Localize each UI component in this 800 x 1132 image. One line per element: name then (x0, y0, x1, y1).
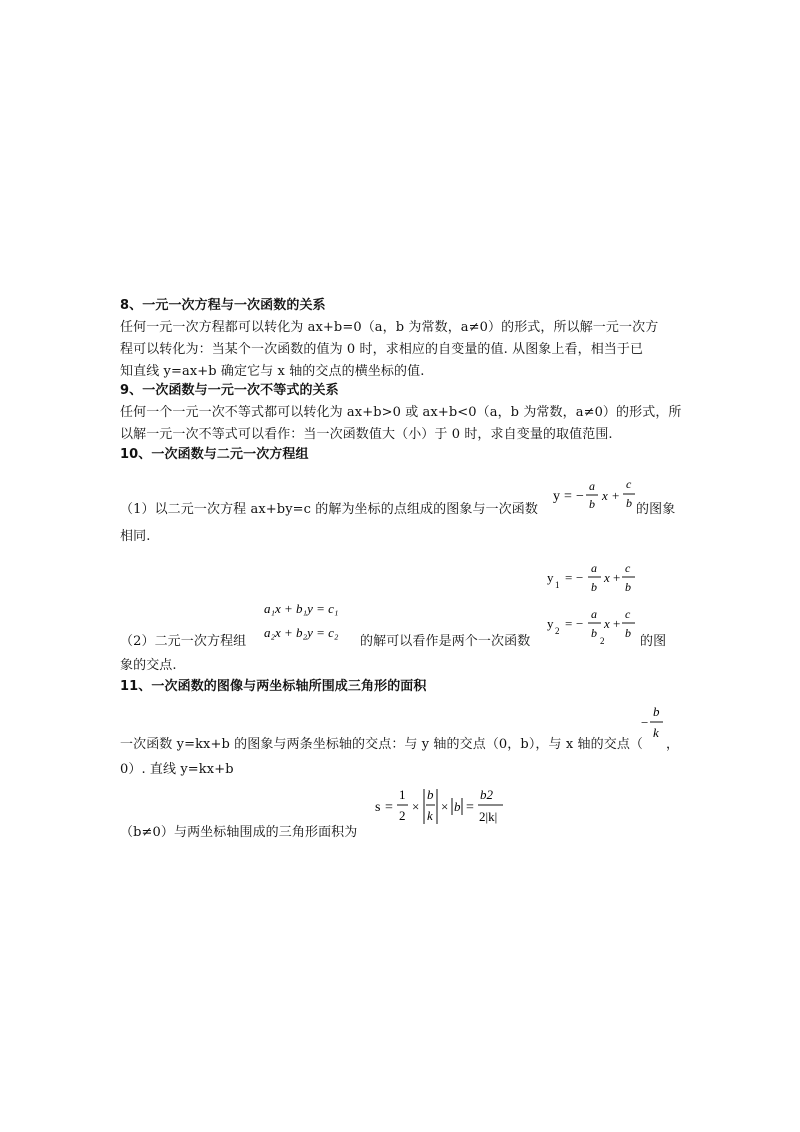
area-s: s (375, 800, 381, 815)
f1-minus: − (576, 570, 584, 585)
f2-a: a (591, 607, 597, 621)
intercept-minus: − (641, 715, 649, 730)
area-k: k (427, 808, 433, 823)
f2-b-sub: 2 (600, 636, 605, 646)
f1-plus: + (613, 570, 621, 585)
area-b2: b2 (480, 787, 493, 802)
intercept-k: k (653, 725, 659, 740)
formula-eq: = (564, 489, 572, 504)
section-8-line-1: 任何一元一次方程都可以转化为 ax+b=0（a，b 为常数，a≠0）的形式，所以解一元一次方 (120, 320, 659, 335)
formula-plus: + (612, 488, 620, 503)
formula-b: b (589, 497, 595, 511)
area-2k: 2|k| (479, 809, 498, 824)
f2-y-sub: 2 (555, 626, 560, 636)
section-11-line-2: 0）. 直线 y=kx+b (120, 762, 234, 777)
section-10-p2-text-a: （2）二元一次方程组 (120, 634, 247, 649)
f1-c: c (625, 561, 631, 575)
system-eq-1: a₁x + b₁y = c₁ (264, 601, 339, 616)
two-functions-formula (545, 560, 637, 664)
intercept-b: b (653, 704, 660, 719)
area-abs-b: b (454, 799, 461, 814)
section-10-p2-text-b: 的解可以看作是两个一次函数 (360, 634, 531, 649)
formula-a: a (589, 479, 595, 493)
section-8-heading: 8、一元一次方程与一次函数的关系 (120, 298, 326, 313)
area-two: 2 (399, 808, 406, 823)
area-times-1: × (412, 799, 420, 814)
f1-a: a (591, 561, 597, 575)
section-8-line-3: 知直线 y=ax+b 确定它与 x 轴的交点的横坐标的值. (120, 364, 425, 379)
formula-b-denom: b (626, 496, 632, 510)
f2-b-denom: b (625, 626, 631, 640)
f2-minus: − (576, 616, 584, 631)
section-9-line-2: 以解一元一次不等式可以看作：当一次函数值大（小）于 0 时，求自变量的取值范围. (120, 427, 613, 442)
section-8-line-2: 程可以转化为：当某个一次函数的值为 0 时，求相应的自变量的值. 从图象上看，相当于已 (120, 342, 644, 357)
section-9-heading: 9、一次函数与一元一次不等式的关系 (120, 383, 339, 398)
f1-b: b (591, 580, 597, 594)
formula-c: c (626, 477, 632, 491)
system-eq-2: a₂x + b₂y = c₂ (264, 625, 339, 640)
linear-function-formula (551, 476, 639, 526)
f2-x: x (604, 616, 610, 631)
formula-y: y (553, 489, 560, 504)
area-times-2: × (441, 799, 449, 814)
formula-minus: − (576, 489, 584, 504)
f2-y: y (547, 616, 554, 631)
section-10-p1-tail: 的图象 (636, 502, 676, 517)
section-10-p2-tail: 的图 (640, 634, 667, 649)
area-eq: = (385, 800, 393, 815)
f1-y-sub: 1 (555, 580, 560, 590)
section-11-heading: 11、一次函数的图像与两坐标轴所围成三角形的面积 (120, 679, 427, 694)
section-11-line-3: （b≠0）与两坐标轴围成的三角形面积为 (120, 825, 358, 840)
f2-plus: + (613, 616, 621, 631)
section-11-line-1: 一次函数 y=kx+b 的图象与两条坐标轴的交点：与 y 轴的交点（0，b），与 x 轴的交点（ (120, 737, 644, 752)
f1-b-denom: b (625, 580, 631, 594)
section-10-heading: 10、一次函数与二元一次方程组 (120, 447, 309, 462)
section-10-p1-text: （1）以二元一次方程 ax+by=c 的解为坐标的点组成的图象与一次函数 (120, 502, 538, 517)
area-b: b (427, 787, 434, 802)
triangle-area-formula (373, 784, 508, 838)
f2-c: c (625, 607, 631, 621)
area-eq-2: = (466, 800, 474, 815)
equation-system (262, 598, 354, 652)
section-9-line-1: 任何一个一元一次不等式都可以转化为 ax+b>0 或 ax+b<0（a，b 为常数，a≠0）的形式，所 (120, 405, 682, 420)
f1-eq: = (565, 570, 573, 585)
section-10-p2-line-2: 象的交点. (120, 658, 177, 673)
f2-b: b (591, 626, 597, 640)
f2-eq: = (565, 616, 573, 631)
formula-x: x (602, 488, 608, 503)
area-one: 1 (399, 787, 406, 802)
f1-x: x (604, 570, 610, 585)
f1-y: y (547, 570, 554, 585)
section-11-line-1-tail: ， (666, 737, 680, 752)
section-10-p1-line-2: 相同. (120, 529, 151, 544)
